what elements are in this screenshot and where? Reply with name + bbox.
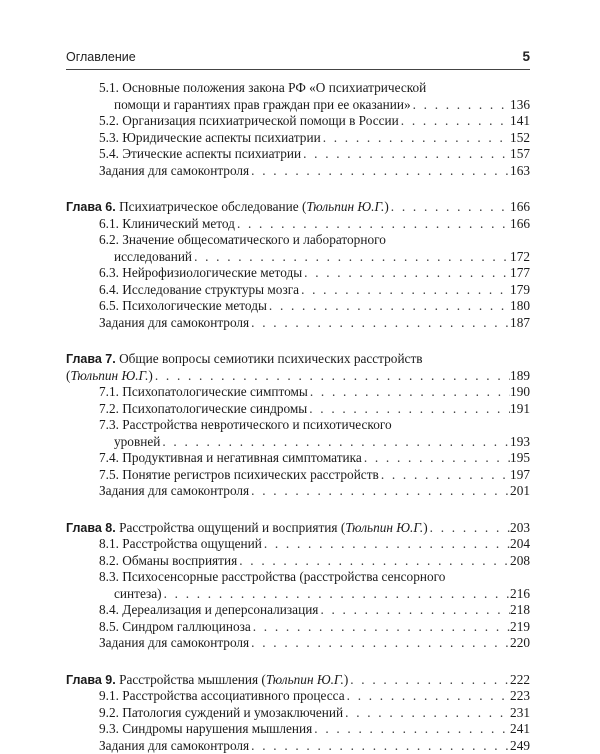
toc-entry: 7.5. Понятие регистров психических расстройств . . . 197 bbox=[66, 467, 530, 484]
leader-dots bbox=[235, 216, 510, 233]
leader-dots bbox=[192, 249, 510, 266]
toc-entry: 9.2. Патология суждений и умозаключений . . . 231 bbox=[66, 705, 530, 722]
chapter-heading: Глава 9. Расстройства мышления (Тюльпин Ю.Г.) . . . 222 bbox=[66, 672, 530, 689]
toc-entry: уровней . . . 193 bbox=[66, 434, 530, 451]
chapter-9-entries bbox=[66, 672, 530, 754]
leader-dots bbox=[321, 130, 510, 147]
toc-entry: 7.2. Психопатологические синдромы . . . 191 bbox=[66, 401, 530, 418]
toc-entry: 5.1. Основные положения закона РФ «О психиатрической bbox=[66, 80, 530, 97]
toc-entry: 9.1. Расстройства ассоциативного процесса . . . 223 bbox=[66, 688, 530, 705]
toc-entry: 6.2. Значение общесоматического и лабораторного bbox=[66, 232, 530, 249]
leader-dots bbox=[389, 199, 510, 216]
leader-dots bbox=[312, 721, 510, 738]
toc-entry: 6.1. Клинический метод . . . 166 bbox=[66, 216, 530, 233]
toc-entry: 5.2. Организация психиатрической помощи в России . . . 141 bbox=[66, 113, 530, 130]
leader-dots bbox=[237, 553, 510, 570]
running-header-title: Оглавление bbox=[66, 50, 136, 64]
leader-dots bbox=[249, 315, 510, 332]
toc-entry: Задания для самоконтроля . . . 187 bbox=[66, 315, 530, 332]
toc-entry: Задания для самоконтроля . . . 163 bbox=[66, 163, 530, 180]
leader-dots bbox=[262, 536, 510, 553]
toc-entry: Задания для самоконтроля . . . 220 bbox=[66, 635, 530, 652]
header-rule bbox=[66, 69, 530, 70]
table-of-contents bbox=[66, 80, 530, 754]
chapter-7-entries bbox=[66, 351, 530, 500]
toc-entry: 6.5. Психологические методы . . . 180 bbox=[66, 298, 530, 315]
toc-entry: 8.3. Психосенсорные расстройства (расстройства сенсорного bbox=[66, 569, 530, 586]
page-number: 5 bbox=[522, 49, 530, 64]
leader-dots bbox=[153, 368, 510, 385]
leader-dots bbox=[318, 602, 510, 619]
leader-dots bbox=[411, 97, 510, 114]
leader-dots bbox=[249, 738, 510, 754]
leader-dots bbox=[343, 705, 510, 722]
chapter-6-entries bbox=[66, 199, 530, 331]
leader-dots bbox=[302, 265, 510, 282]
chapter-heading-cont: (Тюльпин Ю.Г.) . . . 189 bbox=[66, 368, 530, 385]
chapter-heading: Глава 8. Расстройства ощущений и восприятия (Тюльпин Ю.Г.) . . . 203 bbox=[66, 520, 530, 537]
leader-dots bbox=[308, 384, 510, 401]
toc-entry: 6.3. Нейрофизиологические методы . . . 177 bbox=[66, 265, 530, 282]
leader-dots bbox=[249, 483, 510, 500]
running-header bbox=[66, 50, 530, 70]
leader-dots bbox=[249, 163, 510, 180]
toc-entry: исследований . . . 172 bbox=[66, 249, 530, 266]
chapter-heading: Глава 7. Общие вопросы семиотики психических расстройств bbox=[66, 351, 530, 368]
toc-entry: Задания для самоконтроля . . . 201 bbox=[66, 483, 530, 500]
toc-entry: помощи и гарантиях прав граждан при ее оказании» . . . 136 bbox=[66, 97, 530, 114]
toc-entry: 7.4. Продуктивная и негативная симптоматика . . . 195 bbox=[66, 450, 530, 467]
toc-entry: 5.4. Этические аспекты психиатрии . . . 157 bbox=[66, 146, 530, 163]
leader-dots bbox=[348, 672, 510, 689]
leader-dots bbox=[362, 450, 510, 467]
toc-entry: 8.5. Синдром галлюциноза . . . 219 bbox=[66, 619, 530, 636]
leader-dots bbox=[379, 467, 510, 484]
leader-dots bbox=[160, 434, 510, 451]
chapter-5-entries bbox=[66, 80, 530, 179]
chapter-heading: Глава 6. Психиатрическое обследование (Тюльпин Ю.Г.) . . . 166 bbox=[66, 199, 530, 216]
leader-dots bbox=[251, 619, 510, 636]
leader-dots bbox=[249, 635, 510, 652]
leader-dots bbox=[299, 282, 510, 299]
leader-dots bbox=[162, 586, 510, 603]
toc-entry: синтеза) . . . 216 bbox=[66, 586, 530, 603]
toc-entry: 7.1. Психопатологические симптомы . . . 190 bbox=[66, 384, 530, 401]
toc-entry: 8.4. Дереализация и деперсонализация . . . 218 bbox=[66, 602, 530, 619]
toc-entry: 7.3. Расстройства невротического и психотического bbox=[66, 417, 530, 434]
toc-entry: 6.4. Исследование структуры мозга . . . 179 bbox=[66, 282, 530, 299]
leader-dots bbox=[399, 113, 510, 130]
toc-entry: 5.3. Юридические аспекты психиатрии . . . 152 bbox=[66, 130, 530, 147]
leader-dots bbox=[307, 401, 510, 418]
leader-dots bbox=[267, 298, 510, 315]
leader-dots bbox=[345, 688, 510, 705]
chapter-8-entries bbox=[66, 520, 530, 652]
toc-entry: Задания для самоконтроля . . . 249 bbox=[66, 738, 530, 754]
leader-dots bbox=[428, 520, 510, 537]
toc-entry: 8.2. Обманы восприятия . . . 208 bbox=[66, 553, 530, 570]
toc-entry: 8.1. Расстройства ощущений . . . 204 bbox=[66, 536, 530, 553]
toc-entry: 9.3. Синдромы нарушения мышления . . . 241 bbox=[66, 721, 530, 738]
leader-dots bbox=[301, 146, 510, 163]
